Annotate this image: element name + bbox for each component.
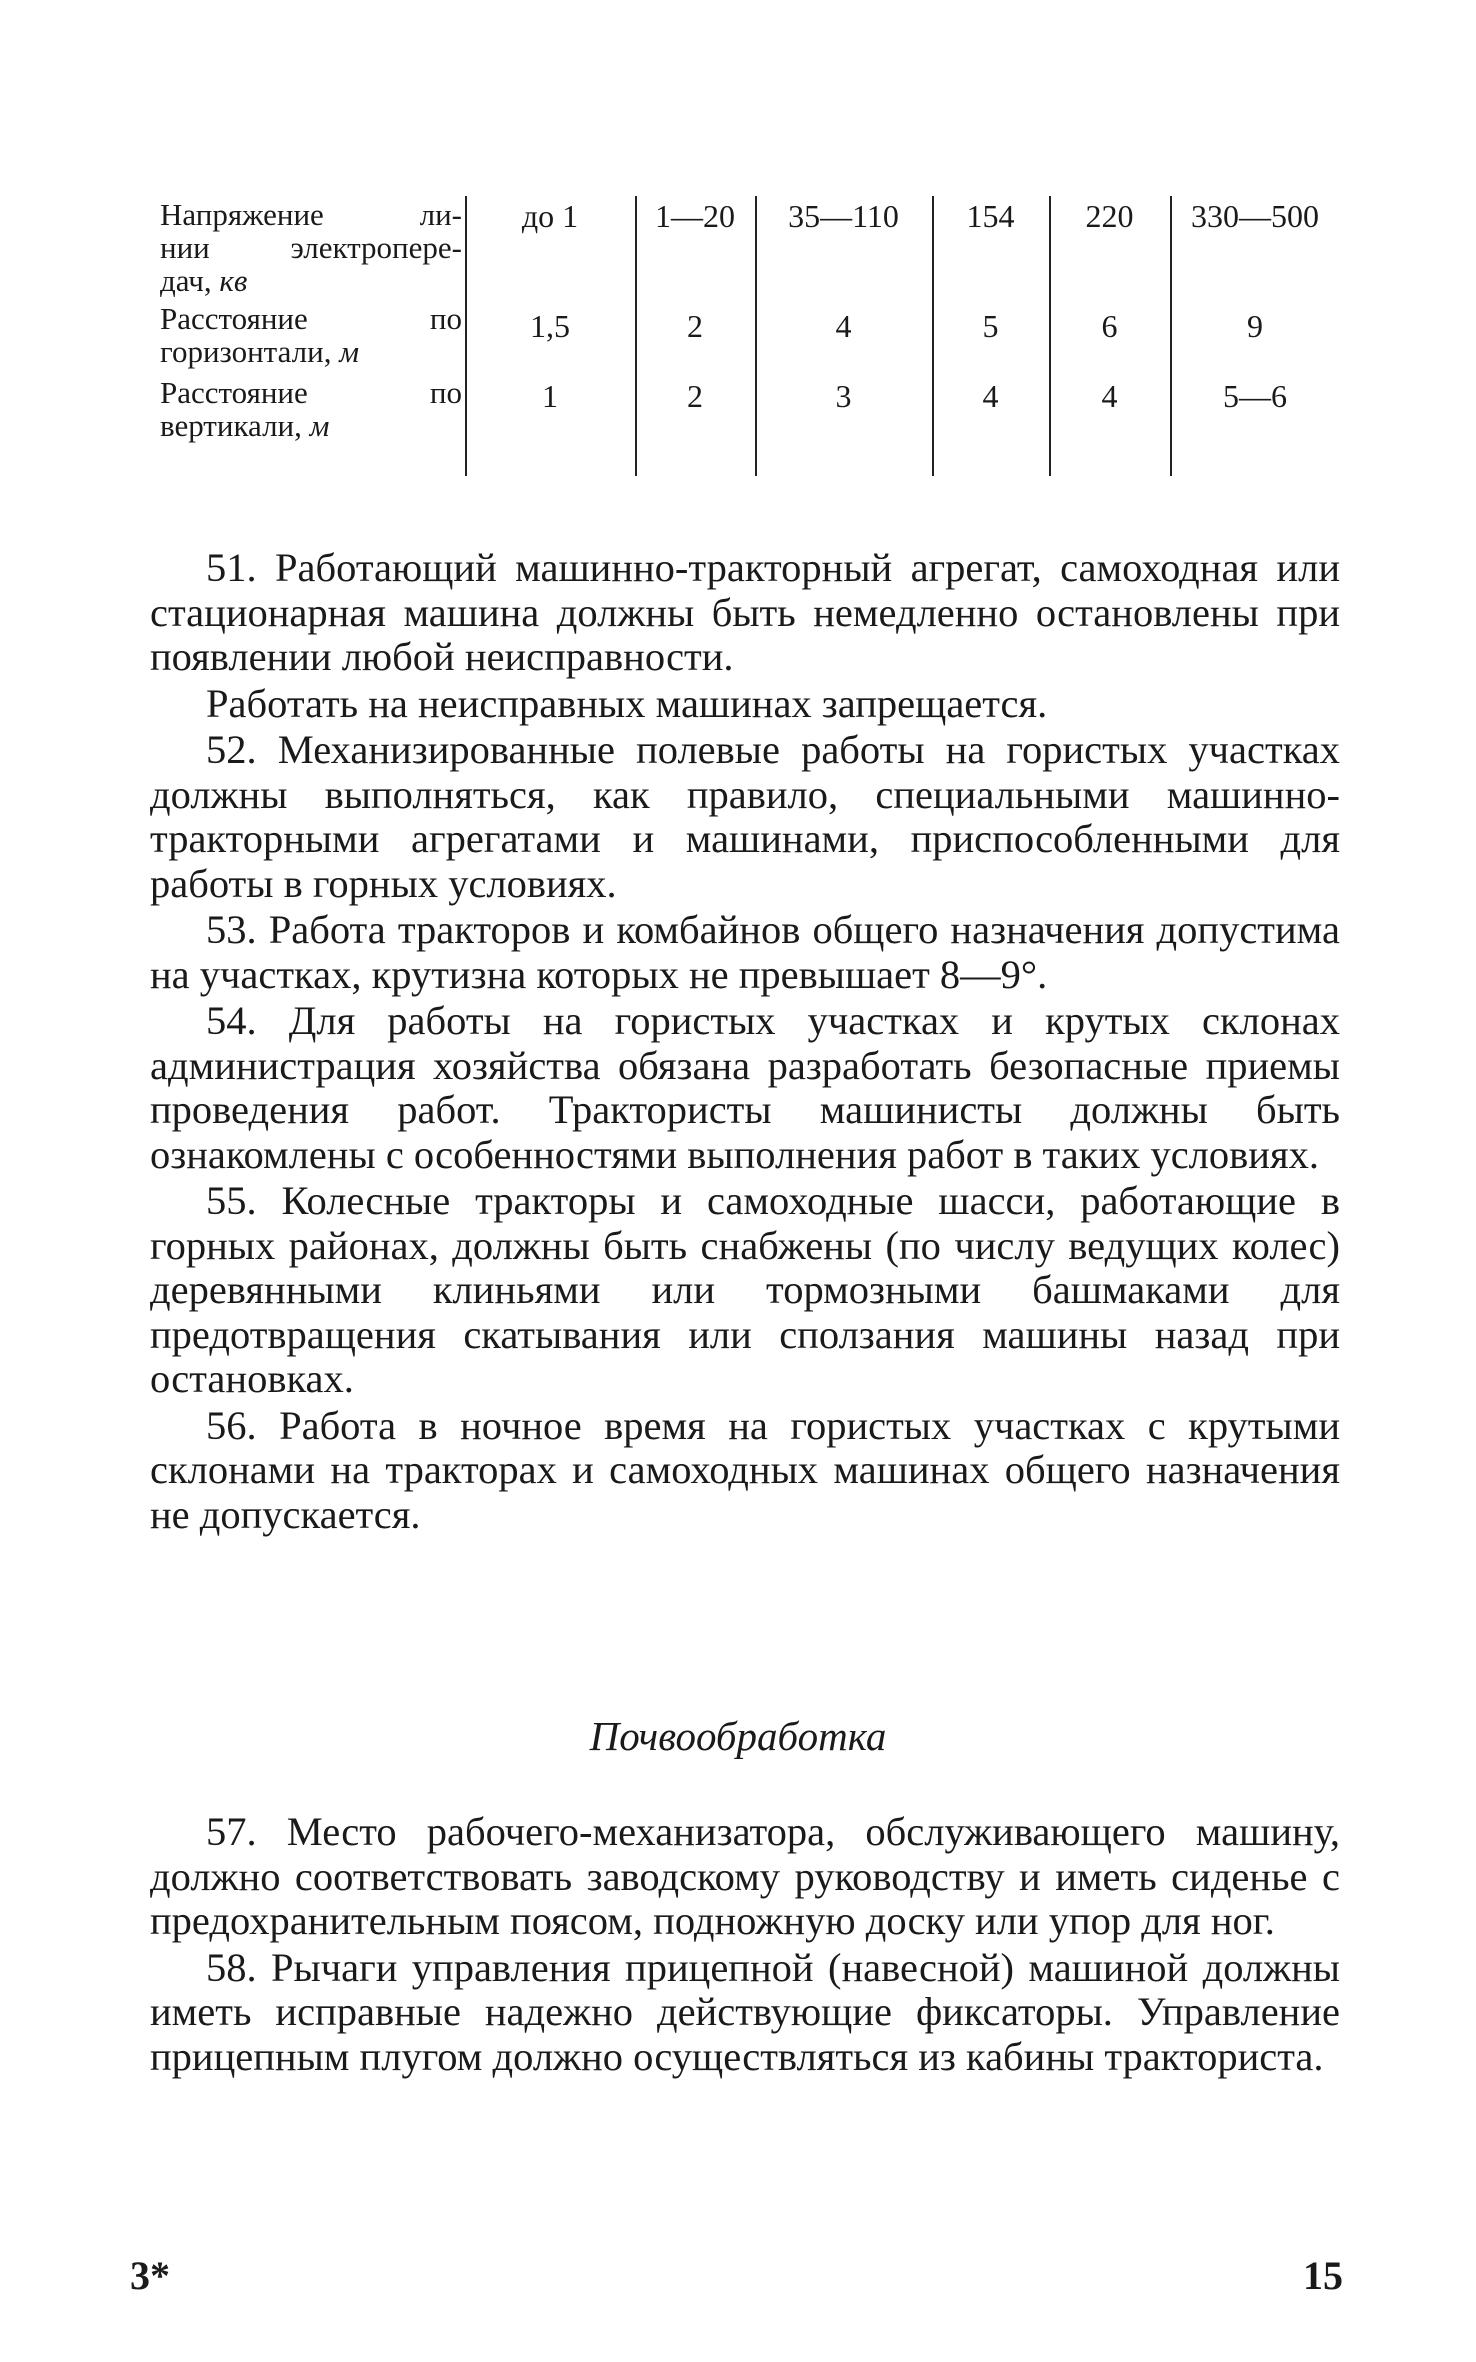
table-cell: 2: [687, 308, 703, 344]
page-number: 15: [1303, 2253, 1343, 2298]
table-cell: 1,5: [530, 308, 570, 344]
table-cell: 2: [687, 378, 703, 414]
paragraph-51-note: Работать на неисправных машинах запрещается.: [206, 680, 1048, 726]
table-cell: 5—6: [1223, 378, 1287, 414]
row-label-voltage: Напряжение ли- нии электропере- дач, кв: [160, 197, 462, 298]
signature-mark: 3*: [130, 2253, 170, 2298]
paragraph-55: 55. Колесные тракторы и самоходные шасси, работающие в горных районах, должны быть снабжены (по числу ведущих колес) деревянными клиньями или тормозными башмаками для предотвращения скатывания или сползания машины назад при остановках.: [150, 1178, 1340, 1401]
table-cell: 4: [1101, 378, 1118, 414]
table-cell: 5: [982, 308, 999, 344]
table-cell: 3: [835, 378, 852, 414]
section-heading: Почвообработка: [589, 1713, 887, 1759]
header-cell: до 1: [521, 198, 579, 234]
paragraph-52: 52. Механизированные полевые работы на гористых участках должны выполняться, как правило, специальными машинно-тракторными агрегатами и машинами, приспособленными для работы в горных условиях.: [150, 727, 1340, 906]
header-cell: 330—500: [1191, 198, 1319, 234]
table-cell: 4: [835, 308, 852, 344]
body-text-block-2: [150, 1810, 1340, 2081]
header-cell: 154: [966, 198, 1015, 234]
header-cell: 220: [1085, 198, 1134, 234]
table-cell: 9: [1247, 308, 1263, 344]
paragraph-53: 53. Работа тракторов и комбайнов общего назначения допустима на участках, крутизна которых не превышает 8—9°.: [150, 907, 1340, 997]
paragraph-51: 51. Работающий машинно-тракторный агрегат, самоходная или стационарная машина должны быть немедленно остановлены при появлении любой неисправности.: [150, 545, 1340, 679]
row-label-vertical: Расстояние по вертикали, м: [160, 375, 462, 443]
header-cell: 1—20: [655, 198, 735, 234]
table-cell: 1: [542, 378, 558, 414]
paragraph-54: 54. Для работы на гористых участках и крутых склонах администрация хозяйства обязана разработать безопасные приемы проведения работ. Трактористы машинисты должны быть ознакомлены с особенностями выполнения работ в таких условиях.: [150, 998, 1340, 1177]
paragraph-57: 57. Место рабочего-механизатора, обслуживающего машину, должно соответствовать заводскому руководству и иметь сиденье с предохранительным поясом, подножную доску или упор для ног.: [150, 1809, 1340, 1943]
body-text-block: [150, 546, 1340, 1539]
header-cell: 35—110: [788, 198, 899, 234]
table-cell: 6: [1101, 308, 1118, 344]
row-label-horizontal: Расстояние по горизонтали, м: [160, 301, 462, 369]
line-distance-table: [160, 190, 1340, 490]
table-cell: 4: [982, 378, 999, 414]
paragraph-56: 56. Работа в ночное время на гористых участках с крутыми склонами на тракторах и самоходных машинах общего назначения не допускается.: [150, 1402, 1340, 1537]
paragraph-58: 58. Рычаги управления прицепной (навесной) машиной должны иметь исправные надежно действующие фиксаторы. Управление прицепным плугом должно осуществляться из кабины тракториста.: [150, 1944, 1340, 2079]
